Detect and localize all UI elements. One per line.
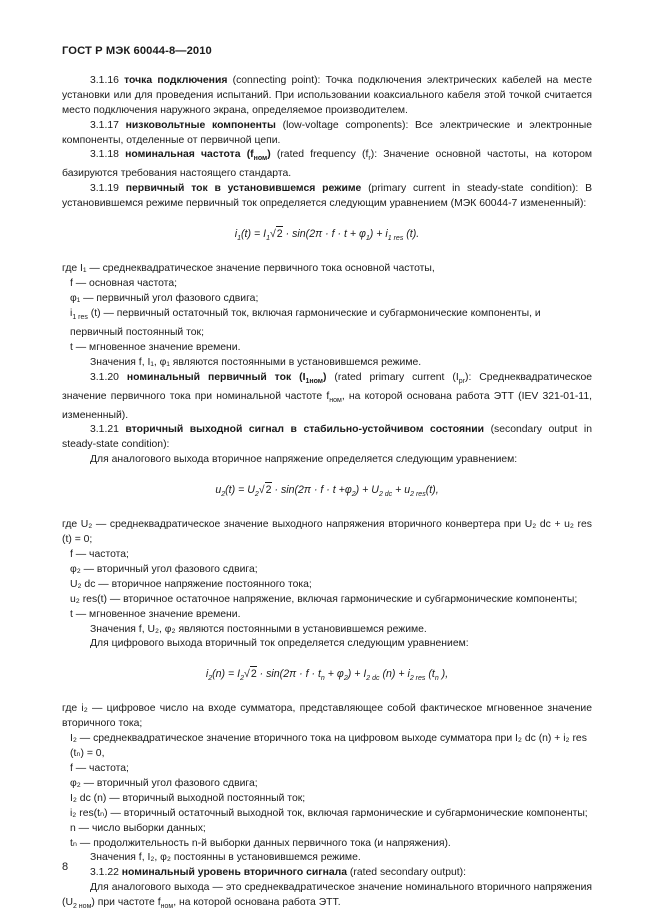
where-item: f — частота; (70, 549, 129, 560)
where-item: f — основная частота; (70, 278, 177, 290)
document-page (62, 44, 592, 915)
clause-number: 3.1.21 (90, 424, 119, 436)
where-item: φ₂ — вторичный угол фазового сдвига; (70, 777, 258, 789)
clause-number: 3.1.19 (90, 183, 119, 195)
standard-header: ГОСТ Р МЭК 60044-8—2010 (62, 45, 212, 57)
clause-number: 3.1.22 (90, 867, 119, 879)
term-rated-frequency: номинальная частота $(f_{ном})$ (125, 149, 271, 163)
term-rated-secondary-output: номинальный уровень вторичного сигнала (121, 867, 348, 879)
term-connecting-point: точка подключения (124, 74, 228, 86)
term-low-voltage-components: низковольтные компоненты (125, 119, 276, 131)
definition-text: (connecting point): Точка подключения электрических кабелей на месте установки или для проведения испытаний. При использовании коаксиального кабеля этой точкой считается место подключения наружного экрана, определяемое производителем. (62, 74, 593, 116)
where-item: U₂ dc — вторичное напряжение постоянного тока; (70, 578, 312, 590)
definition-text: (primary current in steady-state condition): В установившемся режиме первичный ток определяется следующим уравнением (МЭК 60044-7 измененный): (62, 183, 592, 210)
digital-output-intro: Для цифрового выхода вторичный ток определяется следующим уравнением: (90, 638, 469, 650)
where-item: t — мгновенное значение времени. (70, 608, 241, 620)
definition-text: ): Значение основной частоты, на котором базируются требования настоящего стандарта. (62, 149, 592, 180)
clause-3-1-18: 3.1.18 номинальная частота $(f_{ном})$ (rated frequency $(f_r)$: Значение основной частоты, на котором базируются требования настоящего стандарта. (62, 149, 592, 180)
where-item: n — число выборки данных; (70, 822, 206, 834)
where-item: где i₂ — цифровое число на входе сумматора, представляющее собой фактическое мгновенное значение вторичного тока; (62, 703, 592, 730)
clause-3-1-19 (62, 182, 592, 212)
equation-secondary-voltage: $u_2(t) = U_2√2 \cdot \sin(2\pi \cdot f \cdot t +\varphi_2) + U_{2 dc} + u_{2 res}(t)$, (215, 484, 439, 499)
definition-text: (rated secondary output): (347, 867, 467, 879)
equation-secondary-digital: $i_2(n) = I_2√2 \cdot \sin(2\pi \cdot f \cdot t_n + \varphi_2) + I_{2 dc}$ $(n) + i_{2 res}$ ($t_n$ ), (205, 668, 449, 683)
where-item: i₂ res(tₙ) — вторичный остаточный выходной ток, включая гармонические и субгармонические компоненты; (70, 807, 588, 819)
where-item: I₂ dc (n) — вторичный выходной постоянный ток; (70, 792, 306, 804)
where-item: tₙ — продолжительность n-й выборки данных первичного тока (и напряжения). (70, 837, 451, 849)
constants-note: Значения f, I₂, φ₂ постоянны в установившемся режиме. (90, 852, 361, 864)
where-item: f — частота; (70, 762, 129, 774)
definition-text: (low-voltage components): Все электрические и электронные компоненты, отделенные от первичной цепи. (62, 119, 592, 146)
where-item: где U₂ — среднеквадратическое значение выходного напряжения вторичного конвертера при U₂ dc + u₂ res (t) = 0; (62, 519, 592, 546)
where-item: $i_{1 res}$ (t) — первичный остаточный ток, включая гармонические и субгармонические компоненты, и первичный постоянный ток; (70, 307, 541, 338)
where-item: φ₂ — вторичный угол фазового сдвига; (70, 563, 258, 575)
clause-number: 3.1.16 (90, 74, 119, 86)
term-primary-current: первичный ток в установившемся режиме (125, 183, 362, 195)
analog-output-intro: Для аналогового выхода вторичное напряжение определяется следующим уравнением: (90, 454, 518, 466)
clause-3-1-20: 3.1.20 номинальный первичный ток $(I_{1ном})$ (rated primary current $(I_{pr})$: Среднеквадратическое значение первичного тока при номинальной частоте $f_{ном}$, на которой основана работа ЭТТ (IEV 321-01-11, измененный). (62, 371, 592, 421)
where-list-3 (62, 702, 592, 866)
clause-3-1-22 (62, 866, 592, 881)
where-item: φ₁ — первичный угол фазового сдвига; (70, 292, 259, 304)
where-list-1 (62, 262, 592, 370)
analog-rated-secondary: Для аналогового выхода — это среднеквадратическое значение номинального вторичного напряжения $(U_{2 ном})$ при частоте $f_{ном}$, на которой основана работа ЭТТ. (62, 882, 592, 911)
clause-number: 3.1.18 (90, 149, 119, 161)
where-item: u₂ res(t) — вторичное остаточное напряжение, включая гармонические и субгармонические компоненты; (70, 593, 578, 605)
where-item: t — мгновенное значение времени. (70, 341, 241, 353)
constants-note: Значения f, I₁, φ₁ являются постоянными в установившемся режиме. (90, 356, 422, 368)
where-list-2 (62, 518, 592, 652)
term-secondary-output: вторичный выходной сигнал в стабильно-устойчивом состоянии (125, 424, 485, 436)
where-item: где I₁ — среднеквадратическое значение первичного тока основной частоты, (62, 263, 435, 275)
page-number: 8 (62, 861, 69, 873)
definition-text: (rated frequency (f (270, 149, 369, 161)
clause-number: 3.1.17 (90, 119, 119, 131)
clause-3-1-16 (62, 74, 592, 119)
term-rated-primary-current: номинальный первичный ток $(I_{1ном})$ (126, 371, 327, 385)
definition-text: (secondary output in steady-state condition): (62, 424, 592, 451)
constants-note: Значения f, U₂, φ₂ являются постоянными в установившемся режиме. (90, 623, 427, 635)
where-item: I₂ — среднеквадратическое значение вторичного тока на цифровом выходе сумматора при I₂ dc (n) + i₂ res (tₙ) = 0, (70, 733, 587, 760)
clause-3-1-21 (62, 423, 592, 453)
clause-3-1-17 (62, 119, 592, 149)
clause-number: 3.1.20 (90, 371, 119, 383)
equation-primary-current: $i_1(t) = I_1√2 \cdot \sin(2\pi \cdot f \cdot t + \varphi_1) + i_{1 res}$ (t). (234, 228, 420, 243)
